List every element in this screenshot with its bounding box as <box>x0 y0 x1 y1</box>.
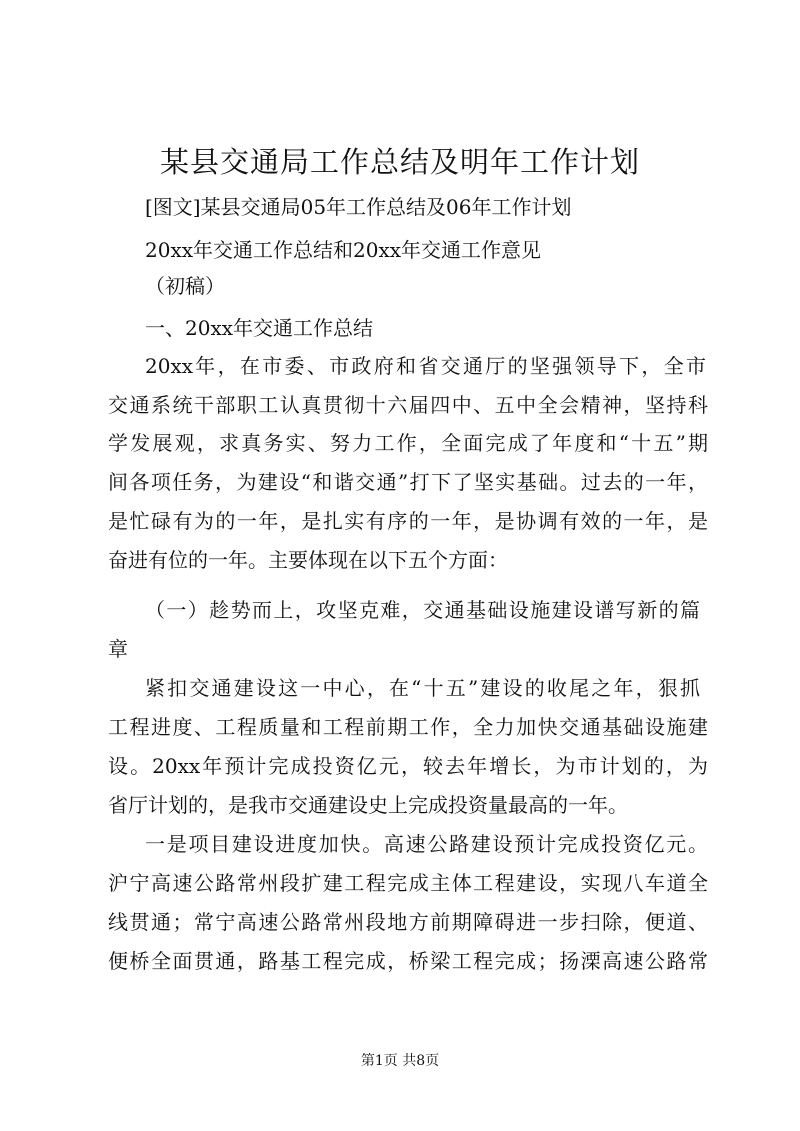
body-text-line: 工程进度、工程质量和工程前期工作，全力加快交通基础设施建 <box>108 715 708 739</box>
document-title: 某县交通局工作总结及明年工作计划 <box>159 145 640 179</box>
body-text-line: 省厅计划的，是我市交通建设史上完成投资量最高的一年。 <box>108 793 628 817</box>
body-text-line: 间各项任务，为建设“和谐交通”打下了坚实基础。过去的一年， <box>108 470 708 494</box>
body-text-line: 交通系统干部职工认真贯彻十六届四中、五中全会精神，坚持科 <box>108 393 708 417</box>
section-heading: 一、20xx年交通工作总结 <box>145 316 374 340</box>
body-text-line: 便桥全面贯通，路基工程完成，桥梁工程完成；扬溧高速公路常 <box>108 949 708 973</box>
body-text-line: 一是项目建设进度加快。高速公路建设预计完成投资亿元。 <box>145 832 708 856</box>
body-text-line: 设。20xx年预计完成投资亿元，较去年增长，为市计划的，为 <box>108 754 708 778</box>
subtitle-line: 20xx年交通工作总结和20xx年交通工作意见 <box>145 238 542 262</box>
body-text-line: 学发展观，求真务实、努力工作，全面完成了年度和“十五”期 <box>108 431 708 455</box>
body-text-line: 线贯通；常宁高速公路常州段地方前期障碍进一步扫除，便道、 <box>108 910 708 934</box>
body-text-line: 是忙碌有为的一年，是扎实有序的一年，是协调有效的一年，是 <box>108 509 708 533</box>
body-text-line: 20xx年，在市委、市政府和省交通厅的坚强领导下，全市 <box>145 354 706 378</box>
body-text-line: 奋进有位的一年。主要体现在以下五个方面： <box>108 548 508 572</box>
draft-note: （初稿） <box>145 274 225 298</box>
body-text-line: 沪宁高速公路常州段扩建工程完成主体工程建设，实现八车道全 <box>108 871 708 895</box>
subsection-heading: 章 <box>108 637 128 661</box>
subtitle-line: [图文]某县交通局05年工作总结及06年工作计划 <box>145 195 572 219</box>
body-text-line: 紧扣交通建设这一中心，在“十五”建设的收尾之年，狠抓 <box>145 676 700 700</box>
page-footer: 第1页 共8页 <box>360 1053 440 1069</box>
subsection-heading: （一）趁势而上，攻坚克难，交通基础设施建设谱写新的篇 <box>145 598 700 622</box>
